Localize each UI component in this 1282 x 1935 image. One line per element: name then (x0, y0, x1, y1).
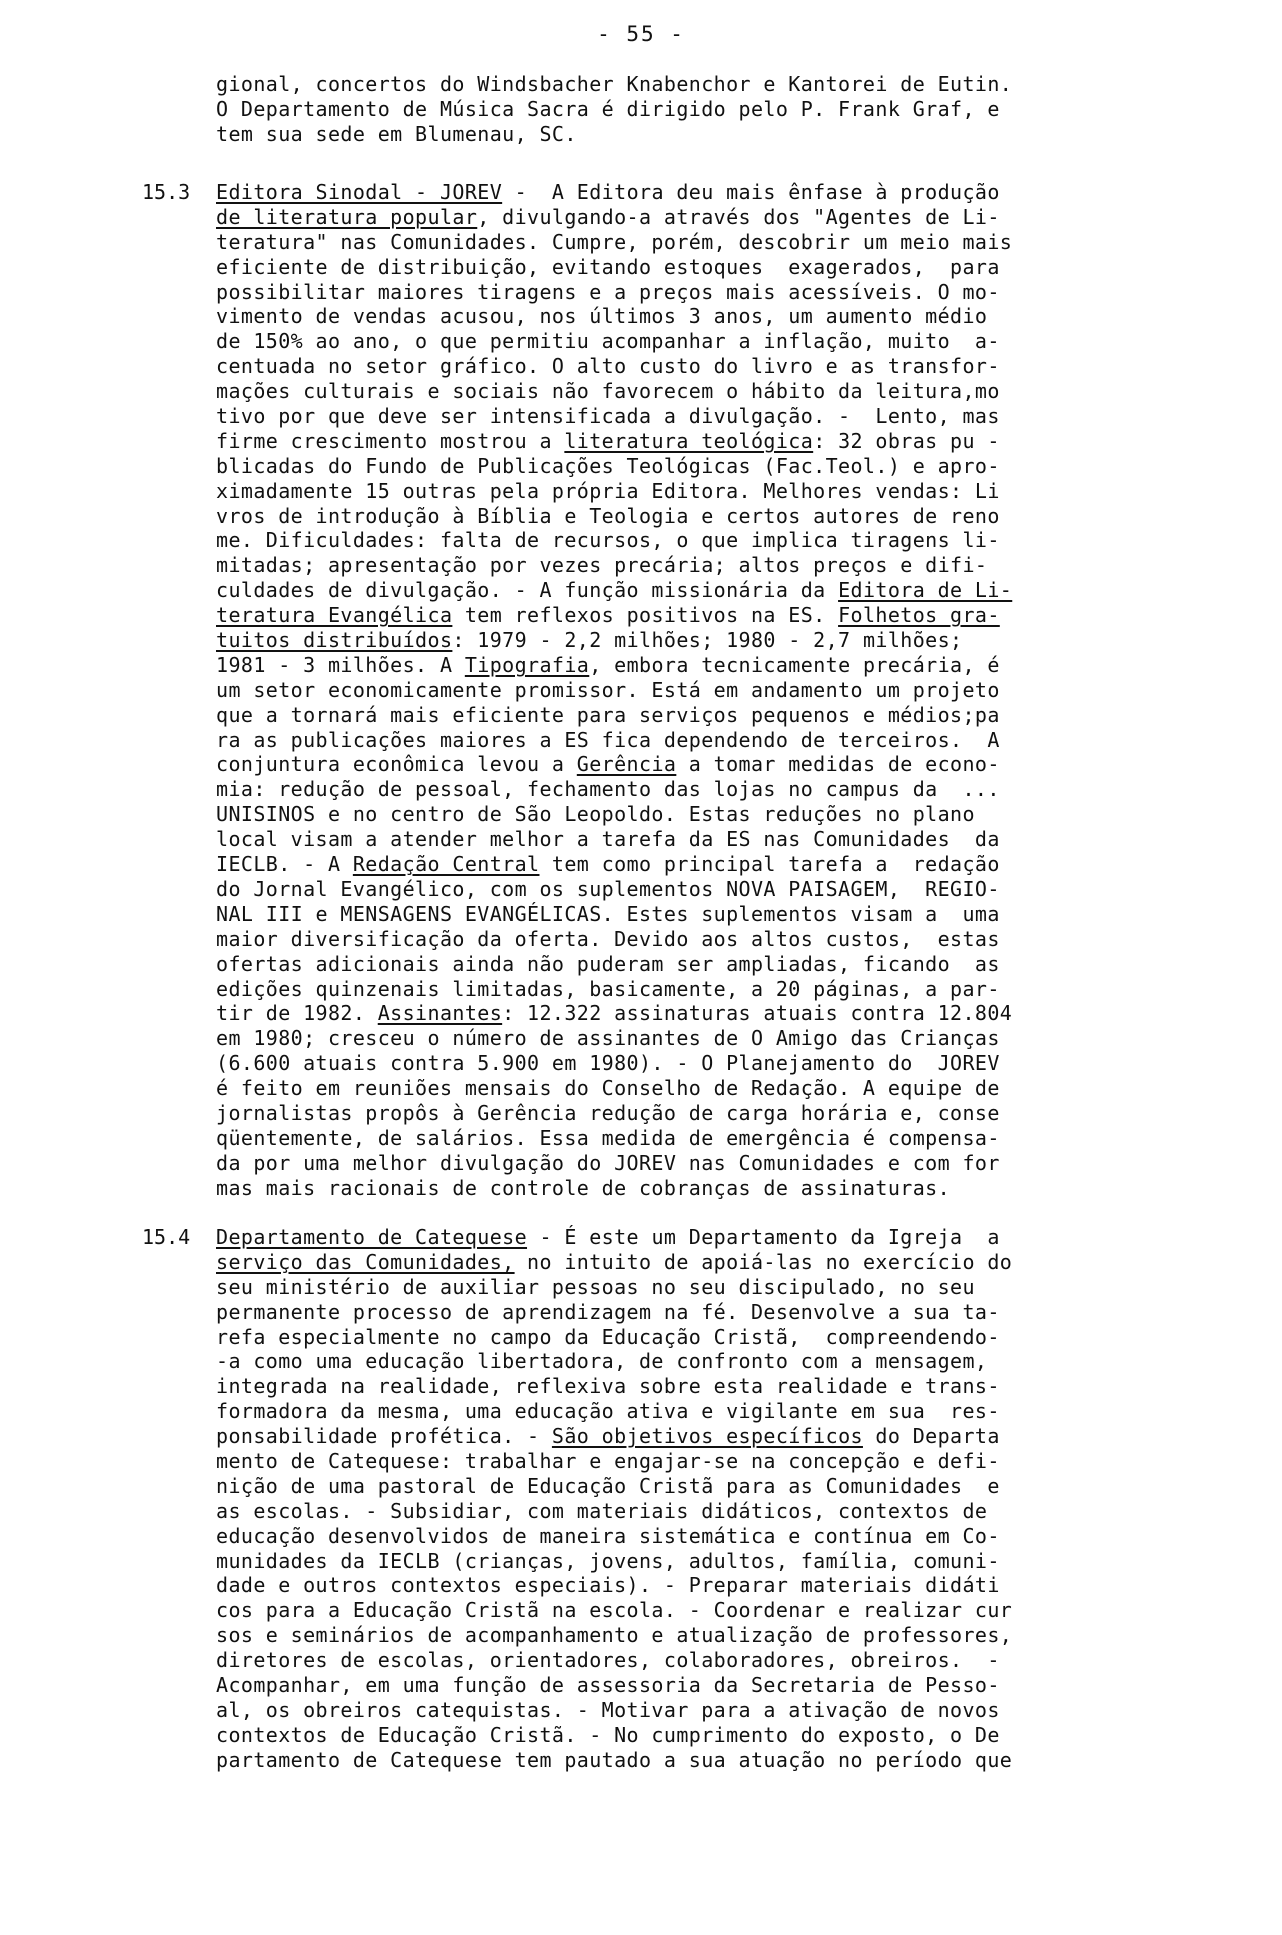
underlined-term: Assinantes (377, 1001, 503, 1026)
text-line (216, 728, 1216, 753)
text-line (216, 1399, 1216, 1424)
underlined-term: Folhetos gra- (838, 603, 1000, 628)
text-line (216, 1573, 1216, 1598)
text-line (216, 827, 1216, 852)
text-line (216, 230, 1216, 255)
text-segment: gional, concertos do Windsbacher Knabenchor e Kantorei de Eutin. (216, 72, 1013, 96)
text-segment: tem sua sede em Blumenau, SC. (216, 121, 577, 146)
text-segment: ra as publicações maiores a ES fica dependendo de terceiros. A (216, 727, 1000, 752)
underlined-term: Editora Sinodal - JOREV (216, 180, 503, 204)
text-line (216, 404, 1216, 429)
text-segment: centuada no setor gráfico. O alto custo do livro e as transfor- (216, 354, 1000, 379)
text-line (216, 1698, 1216, 1723)
text-line (216, 1176, 1216, 1201)
underlined-term: Redação Central (352, 852, 540, 877)
underlined-term: Editora de Li- (838, 578, 1013, 603)
section-15-3-body (216, 180, 1216, 1201)
text-line (216, 1101, 1216, 1126)
text-line (216, 952, 1216, 977)
text-segment: UNISINOS e no centro de São Leopoldo. Estas reduções no plano (216, 802, 975, 827)
text-segment: dade e outros contextos especiais). - Preparar materiais didáti (216, 1573, 1000, 1598)
text-segment: de 150% ao ano, o que permitiu acompanhar a inflação, muito a- (216, 329, 1000, 354)
text-segment: mento de Catequese: trabalhar e engajar-se na concepção e defi- (216, 1449, 1000, 1474)
text-line (216, 703, 1216, 728)
text-line (216, 180, 1216, 205)
text-line (216, 852, 1216, 877)
text-line (216, 1225, 1216, 1250)
text-segment: sos e seminários de acompanhamento e atualização de professores, (216, 1623, 1013, 1648)
text-line (216, 678, 1216, 703)
text-segment: : 12.322 assinaturas atuais contra 12.804 (502, 1001, 1013, 1026)
text-line (216, 72, 1216, 97)
text-line (216, 603, 1216, 628)
section-15-4-body (216, 1225, 1216, 1773)
text-line (216, 1748, 1216, 1773)
text-segment: jornalistas propôs à Gerência redução de carga horária e, conse (216, 1100, 1000, 1125)
underlined-term: literatura teológica (564, 428, 814, 453)
text-line (216, 553, 1216, 578)
text-segment: tem reflexos positivos na ES. (452, 603, 839, 628)
text-line (216, 379, 1216, 404)
text-line (216, 1026, 1216, 1051)
text-segment: mações culturais e sociais não favorecem o hábito da leitura,mo (216, 379, 1000, 404)
underlined-term: tuitos distribuídos (216, 628, 453, 653)
text-line (216, 122, 1216, 147)
text-segment: tir de 1982. (216, 1001, 378, 1026)
text-segment: seu ministério de auxiliar pessoas no seu discipulado, no seu (216, 1274, 975, 1299)
intro-paragraph (216, 72, 1216, 147)
text-segment: : 1979 - 2,2 milhões; 1980 - 2,7 milhões; (452, 628, 963, 653)
text-segment: , divulgando-a através dos "Agentes de Li- (477, 204, 1000, 229)
text-line (216, 1076, 1216, 1101)
text-line (216, 329, 1216, 354)
text-line (216, 1126, 1216, 1151)
text-segment: nição de uma pastoral de Educação Cristã para as Comunidades e (216, 1473, 1000, 1498)
text-line (216, 1051, 1216, 1076)
text-line (216, 504, 1216, 529)
text-segment: cos para a Educação Cristã na escola. - Coordenar e realizar cur (216, 1598, 1013, 1623)
text-line (216, 1349, 1216, 1374)
text-segment: -a como uma educação libertadora, de confronto com a mensagem, (216, 1349, 988, 1374)
text-line (216, 1449, 1216, 1474)
text-line (216, 1549, 1216, 1574)
text-line (216, 1325, 1216, 1350)
text-segment: - É este um Departamento da Igreja a (527, 1225, 1000, 1249)
text-segment: partamento de Catequese tem pautado a sua atuação no período que (216, 1747, 1013, 1772)
text-line (216, 877, 1216, 902)
text-segment: 1981 - 3 milhões. A (216, 652, 465, 677)
text-segment: do Jornal Evangélico, com os suplementos NOVA PAISAGEM, REGIO- (216, 876, 1000, 901)
text-line (216, 429, 1216, 454)
text-segment: conjuntura econômica levou a (216, 752, 577, 777)
section-number: 15.4 (142, 1225, 191, 1249)
text-line (216, 255, 1216, 280)
underlined-term: Tipografia (464, 652, 590, 677)
text-line (216, 1723, 1216, 1748)
text-segment: ponsabilidade profética. - (216, 1424, 552, 1449)
text-segment: teratura" nas Comunidades. Cumpre, porém, descobrir um meio mais (216, 229, 1013, 254)
text-line (216, 354, 1216, 379)
text-line (216, 1648, 1216, 1673)
text-line (216, 777, 1216, 802)
text-segment: blicadas do Fundo de Publicações Teológicas (Fac.Teol.) e apro- (216, 453, 1000, 478)
text-segment: IECLB. - A (216, 852, 353, 877)
underlined-term: Gerência (576, 752, 677, 777)
text-segment: local visam a atender melhor a tarefa da ES nas Comunidades da (216, 827, 1000, 852)
text-segment: é feito em reuniões mensais do Conselho de Redação. A equipe de (216, 1076, 1000, 1101)
text-line (216, 1424, 1216, 1449)
text-line (216, 902, 1216, 927)
text-segment: educação desenvolvidos de maneira sistemática e contínua em Co- (216, 1523, 1000, 1548)
text-segment: do Departa (862, 1424, 1000, 1449)
text-segment: vimento de vendas acusou, nos últimos 3 anos, um aumento médio (216, 304, 988, 329)
text-segment: maior diversificação da oferta. Devido aos altos custos, estas (216, 926, 1000, 951)
text-line (216, 1151, 1216, 1176)
text-segment: NAL III e MENSAGENS EVANGÉLICAS. Estes suplementos visam a uma (216, 901, 1000, 926)
text-segment: a tomar medidas de econo- (676, 752, 1000, 777)
text-segment: contextos de Educação Cristã. - No cumprimento do exposto, o De (216, 1722, 1000, 1747)
text-segment: mas mais racionais de controle de cobranças de assinaturas. (216, 1175, 951, 1200)
text-segment: me. Dificuldades: falta de recursos, o que implica tiragens li- (216, 528, 1000, 553)
underlined-term: de literatura popular (216, 204, 478, 229)
text-segment: que a tornará mais eficiente para serviços pequenos e médios;pa (216, 702, 1000, 727)
text-line (216, 802, 1216, 827)
text-segment: culdades de divulgação. - A função missionária da (216, 578, 839, 603)
text-line (216, 1623, 1216, 1648)
text-segment: integrada na realidade, reflexiva sobre esta realidade e trans- (216, 1374, 1000, 1399)
text-segment: permanente processo de aprendizagem na fé. Desenvolve a sua ta- (216, 1299, 1000, 1324)
text-segment: Acompanhar, em uma função de assessoria da Secretaria de Pesso- (216, 1673, 1000, 1698)
text-segment: diretores de escolas, orientadores, colaboradores, obreiros. - (216, 1648, 1000, 1673)
text-segment: , embora tecnicamente precária, é (589, 652, 1000, 677)
text-line (216, 205, 1216, 230)
text-segment: tivo por que deve ser intensificada a divulgação. - Lento, mas (216, 404, 1000, 429)
text-line (216, 628, 1216, 653)
text-line (216, 927, 1216, 952)
text-line (216, 280, 1216, 305)
text-segment: munidades da IECLB (crianças, jovens, adultos, família, comuni- (216, 1548, 1000, 1573)
text-line (216, 1250, 1216, 1275)
text-segment: O Departamento de Música Sacra é dirigido pelo P. Frank Graf, e (216, 96, 1000, 121)
text-line (216, 1499, 1216, 1524)
text-segment: : 32 obras pu - (813, 428, 1000, 453)
text-segment: ximadamente 15 outras pela própria Editora. Melhores vendas: Li (216, 478, 1000, 503)
text-line (216, 528, 1216, 553)
text-segment: qüentemente, de salários. Essa medida de emergência é compensa- (216, 1125, 1000, 1150)
text-segment: eficiente de distribuição, evitando estoques exagerados, para (216, 254, 1000, 279)
text-line (216, 653, 1216, 678)
underlined-term: serviço das Comunidades, (216, 1249, 515, 1274)
text-line (216, 1275, 1216, 1300)
text-segment: al, os obreiros catequistas. - Motivar para a ativação de novos (216, 1697, 1000, 1722)
text-segment: em 1980; cresceu o número de assinantes de O Amigo das Crianças (216, 1026, 1000, 1051)
text-line (216, 1474, 1216, 1499)
text-segment: tem como principal tarefa a redação (539, 852, 1000, 877)
text-segment: edições quinzenais limitadas, basicamente, a 20 páginas, a par- (216, 976, 1000, 1001)
section-number: 15.3 (142, 180, 191, 204)
text-line (216, 1524, 1216, 1549)
text-line (216, 1374, 1216, 1399)
text-segment: vros de introdução à Bíblia e Teologia e certos autores de reno (216, 503, 1000, 528)
text-segment: as escolas. - Subsidiar, com materiais didáticos, contextos de (216, 1498, 988, 1523)
text-line (216, 1598, 1216, 1623)
underlined-term: teratura Evangélica (216, 603, 453, 628)
text-segment: mitadas; apresentação por vezes precária; altos preços e difi- (216, 553, 988, 578)
text-segment: firme crescimento mostrou a (216, 428, 565, 453)
text-segment: (6.600 atuais contra 5.900 em 1980). - O Planejamento do JOREV (216, 1051, 1000, 1076)
underlined-term: Departamento de Catequese (216, 1225, 528, 1249)
page-number: - 55 - (597, 22, 685, 46)
underlined-term: São objetivos específicos (551, 1424, 863, 1449)
text-segment: mia: redução de pessoal, fechamento das lojas no campus da ... (216, 777, 1000, 802)
text-segment: formadora da mesma, uma educação ativa e vigilante em sua res- (216, 1399, 1000, 1424)
text-line (216, 1001, 1216, 1026)
text-line (216, 97, 1216, 122)
text-segment: no intuito de apoiá-las no exercício do (514, 1249, 1013, 1274)
text-line (216, 977, 1216, 1002)
text-segment: da por uma melhor divulgação do JOREV nas Comunidades e com for (216, 1150, 1000, 1175)
text-line (216, 1673, 1216, 1698)
text-line (216, 479, 1216, 504)
text-line (216, 1300, 1216, 1325)
text-segment: - A Editora deu mais ênfase à produção (502, 180, 1000, 204)
text-segment: ofertas adicionais ainda não puderam ser ampliadas, ficando as (216, 951, 1000, 976)
text-segment: um setor economicamente promissor. Está em andamento um projeto (216, 677, 1000, 702)
text-line (216, 752, 1216, 777)
text-line (216, 578, 1216, 603)
text-segment: possibilitar maiores tiragens e a preços mais acessíveis. O mo- (216, 279, 1000, 304)
text-segment: refa especialmente no campo da Educação Cristã, compreendendo- (216, 1324, 1000, 1349)
text-line (216, 454, 1216, 479)
text-line (216, 304, 1216, 329)
